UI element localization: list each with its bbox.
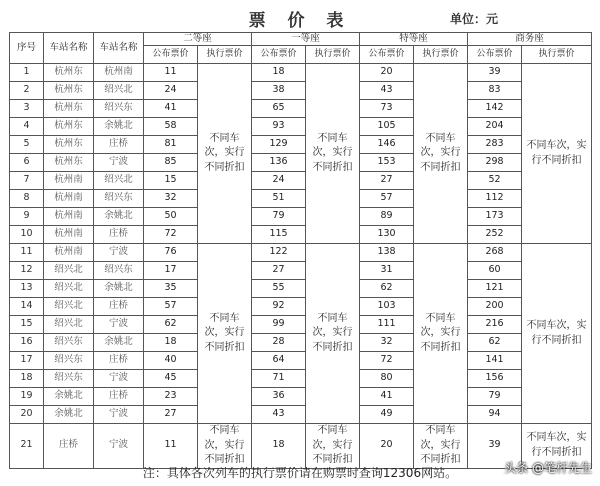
second-class-public-price: 45 [144,370,198,388]
row-index: 11 [10,244,44,262]
station-from: 杭州南 [44,244,94,262]
station-to: 宁波 [94,424,144,469]
table-row [10,352,592,370]
second-class-public-price: 40 [144,352,198,370]
second-class-public-price: 72 [144,226,198,244]
second-class-public-price: 24 [144,82,198,100]
header-station-from: 车站名称 [44,33,94,64]
row-index: 5 [10,136,44,154]
premium-class-public-price: 146 [360,136,414,154]
second-class-public-price: 35 [144,280,198,298]
header-public-price: 公布票价 [144,46,198,64]
header-public-price: 公布票价 [360,46,414,64]
header-first-class: 一等座 [252,33,360,46]
row-index: 19 [10,388,44,406]
second-class-public-price: 32 [144,190,198,208]
table-row [10,136,592,154]
table-row [10,190,592,208]
business-class-public-price: 298 [468,154,522,172]
row-index: 2 [10,82,44,100]
table-row [10,370,592,388]
premium-class-public-price: 80 [360,370,414,388]
second-class-public-price: 18 [144,334,198,352]
station-to: 绍兴北 [94,172,144,190]
table-row [10,298,592,316]
business-class-public-price: 268 [468,244,522,262]
fare-table [9,32,592,469]
table-row [10,226,592,244]
station-from: 绍兴北 [44,280,94,298]
unit-label: 单位：元 [450,12,499,26]
table-row [10,154,592,172]
second-class-public-price: 11 [144,424,198,469]
header-business-class: 商务座 [468,33,592,46]
station-from: 庄桥 [44,424,94,469]
table-row [10,316,592,334]
business-class-public-price: 283 [468,136,522,154]
table-row [10,100,592,118]
first-class-public-price: 38 [252,82,306,100]
station-from: 杭州东 [44,82,94,100]
first-class-public-price: 136 [252,154,306,172]
business-class-public-price: 39 [468,64,522,82]
premium-class-public-price: 20 [360,64,414,82]
station-to: 绍兴东 [94,262,144,280]
first-class-public-price: 18 [252,64,306,82]
business-class-public-price: 204 [468,118,522,136]
station-from: 绍兴东 [44,334,94,352]
premium-class-exec-price-note: 不同车次，实行不同折扣 [414,64,468,244]
business-class-public-price: 52 [468,172,522,190]
premium-class-public-price: 43 [360,82,414,100]
station-to: 余姚北 [94,208,144,226]
premium-class-public-price: 31 [360,262,414,280]
station-to: 庄桥 [94,136,144,154]
row-index: 14 [10,298,44,316]
row-index: 3 [10,100,44,118]
header-exec-price: 执行票价 [522,46,592,64]
station-to: 宁波 [94,154,144,172]
first-class-public-price: 71 [252,370,306,388]
business-class-public-price: 142 [468,100,522,118]
table-row [10,388,592,406]
table-row [10,334,592,352]
second-class-public-price: 81 [144,136,198,154]
second-class-public-price: 58 [144,118,198,136]
second-class-exec-price-note: 不同车次，实行不同折扣 [198,244,252,424]
premium-class-public-price: 41 [360,388,414,406]
row-index: 21 [10,424,44,469]
row-index: 12 [10,262,44,280]
first-class-public-price: 93 [252,118,306,136]
business-class-public-price: 62 [468,334,522,352]
row-index: 13 [10,280,44,298]
station-from: 绍兴东 [44,370,94,388]
row-index: 8 [10,190,44,208]
premium-class-public-price: 153 [360,154,414,172]
business-class-exec-price-note: 不同车次，实行不同折扣 [522,424,592,469]
station-from: 杭州南 [44,208,94,226]
premium-class-public-price: 130 [360,226,414,244]
header-exec-price: 执行票价 [306,46,360,64]
business-class-public-price: 94 [468,406,522,424]
row-index: 16 [10,334,44,352]
first-class-public-price: 115 [252,226,306,244]
header-exec-price: 执行票价 [198,46,252,64]
premium-class-exec-price-note: 不同车次，实行不同折扣 [414,424,468,469]
business-class-public-price: 112 [468,190,522,208]
premium-class-exec-price-note: 不同车次，实行不同折扣 [414,244,468,424]
station-to: 余姚北 [94,118,144,136]
table-row [10,262,592,280]
station-to: 宁波 [94,316,144,334]
row-index: 10 [10,226,44,244]
table-row [10,82,592,100]
first-class-public-price: 27 [252,262,306,280]
header-exec-price: 执行票价 [414,46,468,64]
table-row [10,406,592,424]
station-from: 杭州东 [44,100,94,118]
station-from: 绍兴北 [44,298,94,316]
first-class-public-price: 64 [252,352,306,370]
first-class-public-price: 55 [252,280,306,298]
table-row [10,118,592,136]
table-row [10,280,592,298]
header-second-class: 二等座 [144,33,252,46]
table-row [10,172,592,190]
second-class-public-price: 57 [144,298,198,316]
premium-class-public-price: 89 [360,208,414,226]
station-to: 宁波 [94,244,144,262]
business-class-exec-price-note: 不同车次，实行不同折扣 [522,244,592,424]
business-class-public-price: 252 [468,226,522,244]
first-class-public-price: 122 [252,244,306,262]
station-to: 余姚北 [94,280,144,298]
row-index: 4 [10,118,44,136]
row-index: 6 [10,154,44,172]
first-class-public-price: 36 [252,388,306,406]
second-class-public-price: 62 [144,316,198,334]
table-row [10,208,592,226]
station-to: 余姚北 [94,334,144,352]
row-index: 20 [10,406,44,424]
station-to: 绍兴北 [94,82,144,100]
footnote: 注：具体各次列车的执行票价请在购票时查询12306网站。 [142,466,458,480]
business-class-public-price: 39 [468,424,522,469]
header-index: 序号 [10,33,44,64]
station-from: 杭州南 [44,172,94,190]
row-index: 18 [10,370,44,388]
station-from: 绍兴东 [44,352,94,370]
page-title: 票 价 表 [248,11,352,31]
station-from: 杭州东 [44,64,94,82]
first-class-exec-price-note: 不同车次，实行不同折扣 [306,244,360,424]
station-from: 余姚北 [44,388,94,406]
station-from: 杭州东 [44,136,94,154]
station-to: 庄桥 [94,298,144,316]
header-public-price: 公布票价 [468,46,522,64]
premium-class-public-price: 73 [360,100,414,118]
premium-class-public-price: 111 [360,316,414,334]
second-class-public-price: 41 [144,100,198,118]
row-index: 15 [10,316,44,334]
station-from: 杭州南 [44,190,94,208]
business-class-exec-price-note: 不同车次，实行不同折扣 [522,64,592,244]
table-row [10,244,592,262]
first-class-public-price: 43 [252,406,306,424]
premium-class-public-price: 72 [360,352,414,370]
second-class-public-price: 23 [144,388,198,406]
first-class-public-price: 65 [252,100,306,118]
row-index: 9 [10,208,44,226]
station-from: 绍兴北 [44,262,94,280]
station-to: 杭州南 [94,64,144,82]
second-class-public-price: 76 [144,244,198,262]
first-class-public-price: 79 [252,208,306,226]
watermark: 头条 @笔杆先生 [504,461,592,475]
station-to: 宁波 [94,370,144,388]
business-class-public-price: 141 [468,352,522,370]
station-from: 余姚北 [44,406,94,424]
station-from: 杭州东 [44,118,94,136]
premium-class-public-price: 49 [360,406,414,424]
second-class-exec-price-note: 不同车次，实行不同折扣 [198,64,252,244]
station-to: 宁波 [94,406,144,424]
first-class-public-price: 18 [252,424,306,469]
station-to: 庄桥 [94,352,144,370]
row-index: 17 [10,352,44,370]
business-class-public-price: 83 [468,82,522,100]
station-from: 杭州南 [44,226,94,244]
row-index: 1 [10,64,44,82]
second-class-public-price: 85 [144,154,198,172]
row-index: 7 [10,172,44,190]
premium-class-public-price: 105 [360,118,414,136]
header-station-to: 车站名称 [94,33,144,64]
premium-class-public-price: 20 [360,424,414,469]
second-class-public-price: 27 [144,406,198,424]
first-class-public-price: 129 [252,136,306,154]
business-class-public-price: 60 [468,262,522,280]
business-class-public-price: 121 [468,280,522,298]
business-class-public-price: 156 [468,370,522,388]
business-class-public-price: 200 [468,298,522,316]
second-class-exec-price-note: 不同车次，实行不同折扣 [198,424,252,469]
station-to: 庄桥 [94,226,144,244]
header-public-price: 公布票价 [252,46,306,64]
first-class-public-price: 99 [252,316,306,334]
second-class-public-price: 50 [144,208,198,226]
first-class-exec-price-note: 不同车次，实行不同折扣 [306,64,360,244]
station-from: 杭州东 [44,154,94,172]
header-premium-class: 特等座 [360,33,468,46]
second-class-public-price: 17 [144,262,198,280]
station-from: 绍兴北 [44,316,94,334]
station-to: 绍兴东 [94,100,144,118]
premium-class-public-price: 62 [360,280,414,298]
premium-class-public-price: 103 [360,298,414,316]
business-class-public-price: 216 [468,316,522,334]
first-class-public-price: 28 [252,334,306,352]
business-class-public-price: 79 [468,388,522,406]
station-to: 庄桥 [94,388,144,406]
premium-class-public-price: 57 [360,190,414,208]
second-class-public-price: 15 [144,172,198,190]
premium-class-public-price: 138 [360,244,414,262]
premium-class-public-price: 32 [360,334,414,352]
table-row [10,64,592,82]
first-class-public-price: 24 [252,172,306,190]
first-class-exec-price-note: 不同车次，实行不同折扣 [306,424,360,469]
first-class-public-price: 92 [252,298,306,316]
business-class-public-price: 173 [468,208,522,226]
second-class-public-price: 11 [144,64,198,82]
first-class-public-price: 51 [252,190,306,208]
premium-class-public-price: 27 [360,172,414,190]
station-to: 绍兴东 [94,190,144,208]
